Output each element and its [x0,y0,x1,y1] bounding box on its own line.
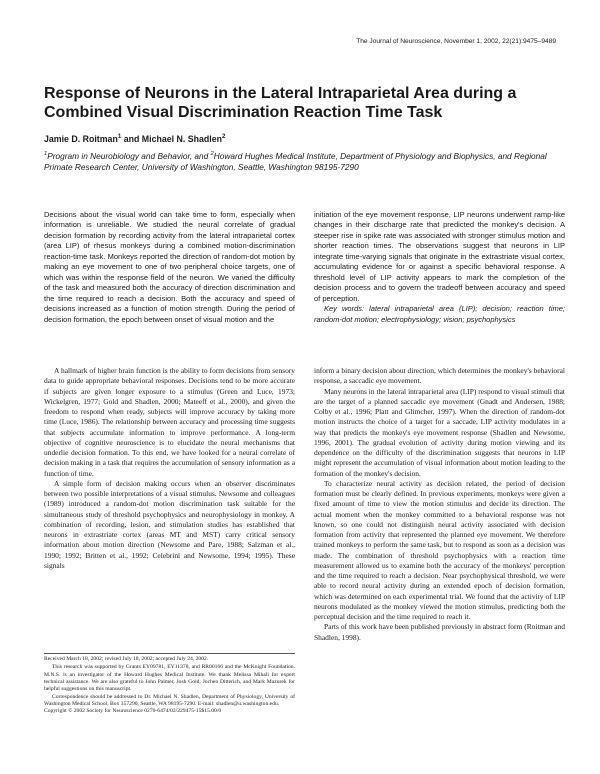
affiliation-marker: 1 [44,151,48,158]
author-name: Michael N. Shadlen [141,134,222,144]
author-line [44,134,225,144]
author-name: Jamie D. Roitman [44,134,118,144]
body-paragraph: To characterize neural activity as decision related, the period of decision formation must be clearly defined. In previous experiments, monkeys were given a fixed amount of time to view the motion stimulus and decide its direction. The actual moment when the monkey committed to a behavioral response was not known, so one could not distinguish neural activity associated with decision formation from activity that represented the planned eye movement. We therefore trained monkeys to perform the same task, but to respond as soon as a decision was made. The combination of threshold psychophysics with a reaction time measurement allowed us to examine both the accuracy of the monkeys' perception and the time required to reach a decision. Near psychophysical threshold, we were able to record neural activity during an extended epoch of decision formation, which was determined on each experimental trial. We found that the activity of LIP neurons modulated as the monkey viewed the motion stimulus, predicting both the perceptual decision and the time required to reach it. [314,478,565,621]
abstract-column-right [314,210,565,325]
footnotes [44,656,295,716]
body-paragraph: Many neurons in the lateral intraparietal area (LIP) respond to visual stimuli that are the target of a planned saccadic eye movement (Gnadt and Andersen, 1988; Colby et al., 1996; Platt and Glimcher, 1997). When the direction of random-dot motion instructs the choice of a target for a saccade, LIP activity modulates in a way that predicts the monkey's eye movement response (Shadlen and Newsome, 1996, 2001). The gradual evolution of activity during motion viewing and its dependence on the difficulty of the discrimination suggests that neurons in LIP might represent the accumulation of visual information about motion leading to the formation of the monkey's decision. [314,386,565,478]
affiliation-block [44,151,564,174]
author-connector: and [121,134,142,144]
body-column-right [314,366,565,643]
footnote-divider [44,653,295,654]
copyright-line: Copyright © 2002 Society for Neuroscience 0270-6474/02/229475-15$15.00/0 [44,708,222,715]
funding-acknowledgment: This research was supported by Grants EY09781, EY11378, and RR00166 and the McKnight Foundation. M.N.S. is an investigator of the Howard Hughes Medical Institute. We thank Melissa Mihali for expert technical assistance. We are also grateful to John Palmer, Josh Gold, Jochen Ditterich, and Mark Mazurek for helpful suggestions on this manuscript. [44,664,295,693]
paper-title: Response of Neurons in the Lateral Intraparietal Area during a Combined Visual Discrimination Reaction Time Task [44,85,517,121]
received-dates: Received March 18, 2002; revised July 18, 2002; accepted July 24, 2002. [44,656,209,662]
affiliation-marker: 2 [221,133,226,141]
keywords: Key words: lateral intraparietal area (LIP); decision; reaction time; random-dot motion; electrophysiology; vision; psychophysics [314,304,565,324]
body-column-left [44,366,295,571]
affiliation-text: Howard Hughes Medical Institute, Department of Physiology and Biophysics, and Regional Primate Research Center, University of Washington, Seattle, Washington 98195-7290 [44,151,547,173]
affiliation-marker: 1 [117,133,122,141]
body-paragraph: Parts of this work have been published previously in abstract form (Roitman and Shadlen, 1998). [314,622,565,642]
journal-header: The Journal of Neuroscience, November 1, 2002, 22(21):9475–9489 [356,38,556,45]
body-paragraph: inform a binary decision about direction, which determines the monkey's behavioral response, a saccadic eye movement. [314,366,565,386]
body-paragraph: A simple form of decision making occurs when an observer discriminates between two possible interpretations of a visual stimulus. Newsome and colleagues (1989) introduced a random-dot motion discrimination task suitable for the simultaneous study of threshold psychophysics and neurophysiology in monkey. A combination of recording, lesion, and stimulation studies has established that neurons in extrastriate cortex (areas MT and MST) carry critical sensory information about motion direction (Newsome and Pare, 1988; Salzman et al., 1990; 1992; Britten et al., 1992; Celebrini and Newsome, 1994; 1995). These signals [44,478,295,570]
abstract-column-left: Decisions about the visual world can take time to form, especially when information is unreliable. We studied the neural correlate of gradual decision formation by recording activity from the lateral intraparietal cortex (area LIP) of rhesus monkeys during a combined motion-discrimination reaction-time task. Monkeys reported the direction of random-dot motion by making an eye movement to one of two peripheral choice targets, one of which was within the response field of the neuron. We varied the difficulty of the task and measured both the accuracy of direction discrimination and the time required to reach a decision. Both the accuracy and speed of decisions increased as a function of motion strength. During the period of decision formation, the epoch between onset of visual motion and the [44,210,295,324]
abstract-text: initiation of the eye movement response, LIP neurons underwent ramp-like changes in their discharge rate that predicted the monkey's decision. A steeper rise in spike rate was associated with stronger stimulus motion and shorter reaction times. The observations suggest that neurons in LIP integrate time-varying signals that originate in the extrastriate visual cortex, accumulating evidence for or against a specific behavioral response. A threshold level of LIP activity appears to mark the completion of the decision process and to govern the tradeoff between accuracy and speed of perception. [314,210,565,303]
affiliation-marker: 2 [210,151,214,158]
correspondence-note: Correspondence should be addressed to Dr. Michael N. Shadlen, Department of Physiology, University of Washington Medical School, Box 357290, Seattle, WA 98195-7290. E-mail: shadlen@u.washington.edu. [44,693,295,708]
affiliation-text: Program in Neurobiology and Behavior, and [47,151,211,161]
body-paragraph: A hallmark of higher brain function is the ability to form decisions from sensory data to guide appropriate behavioral responses. Decisions tend to be more accurate if subjects are given longer exposure to a stimulus (Green and Luce, 1973; Wickelgren, 1977; Gold and Shadlen, 2000; Mateeff et al., 2000), and given the freedom to respond when ready, subjects will improve accuracy by taking more time (Luce, 1986). The relationship between accuracy and processing time suggests that subjects accumulate information to improve performance. A long-term objective of cognitive neuroscience is to elucidate the neural mechanisms that underlie decision formation. To this end, we have looked for a neural correlate of decision making in a task that requires the accumulation of sensory information as a function of time. [44,366,295,478]
